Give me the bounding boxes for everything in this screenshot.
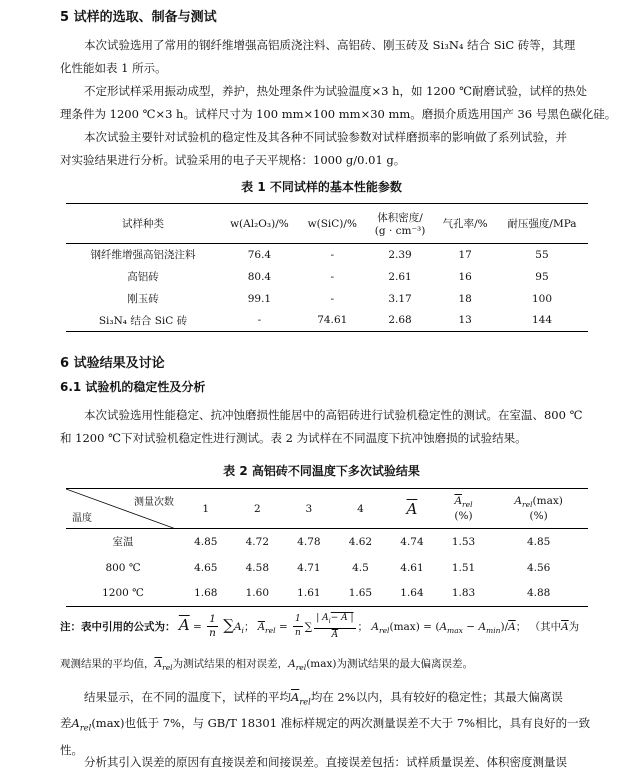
subscript-i: i [241,626,244,635]
table-cell: 74.61 [299,310,366,332]
symbol-max: (max) [306,658,337,670]
subscript-max: max [447,626,463,635]
table-1-caption: 表 1 不同试样的基本性能参数 [241,180,402,194]
text-span: 差 [60,716,72,731]
table-cell: 4.85 [526,535,551,548]
table-cell: 钢纤维增强高铝浇注料 [90,249,196,262]
note-suffix-2: 为 [568,620,580,633]
table-cell: 4.61 [400,561,424,574]
table-cell: 刚玉砖 [127,293,159,305]
table-row [66,529,588,555]
note-text: 观测结果的平均值， [60,658,155,670]
table-cell: 18 [458,292,472,305]
abs-a: | A [316,613,329,623]
text-line: 性。 [60,742,83,757]
symbol-max: (max) [532,495,563,508]
symbol-a: A [439,620,448,633]
table-cell: 4.85 [194,535,218,548]
table-cell: 4.74 [400,535,424,548]
table-header-cell: 1 [180,489,232,529]
denominator: n [209,627,216,640]
abs-mean: − A | [330,613,354,623]
table-row [66,266,588,288]
text-line: 对实验结果进行分析。试验采用的电子天平规格：1000 g/0.01 g。 [60,153,406,167]
table-cell: 4.71 [297,561,321,574]
minus-sign: − [466,620,476,633]
table-2-note [60,612,600,642]
table-cell: 100 [531,292,552,305]
table-cell: 1.83 [438,581,490,607]
table-header-cell: 试样种类 [66,204,220,244]
text-line: 本次试验主要针对试验机的稳定性及其各种不同试验参数对试样磨损率的影响做了系列试验，并 [84,130,567,144]
symbol-a: A [514,495,523,508]
conclusion-paragraph [60,686,591,761]
text-span: 均在 2%以内，具有较好的稳定性；其最大偏离误 [310,690,563,704]
subscript-min: min [486,626,501,635]
symbol-sub: rel [265,626,276,635]
table-cell: 高铝砖 [127,271,159,283]
symbol-sub: rel [462,500,473,510]
numerator [314,612,355,629]
text-line: 理条件为 1200 ℃×3 h。试样尺寸为 100 mm×100 mm×30 mm。磨损介质选用国产 36 号黑色碳化硅。 [60,107,617,121]
symbol-a: A [478,620,487,633]
table-cell: 76.4 [247,248,272,261]
separator: ； [243,620,255,633]
denominator: A [331,629,339,640]
table-header-cell: w(SiC)/% [299,204,366,244]
table-cell: 80.4 [247,270,272,283]
symbol-a: $\overline{A}$ [257,621,266,633]
mean-symbol: $\overline{A}$ [406,499,418,518]
table-cell: 1.65 [335,581,387,607]
corner-top-label: 测量次数 [134,497,174,508]
section-5-paragraph-1 [60,34,585,80]
fraction [293,613,303,640]
table-cell: 2.61 [388,270,412,283]
table-cell: 4.88 [489,581,588,607]
table-row [66,288,588,310]
table-cell: 4.56 [526,561,551,574]
table-row [66,581,588,607]
note-suffix: （其中 [529,620,562,633]
text-line: 化性能如表 1 所示。 [60,61,167,75]
sigma-symbol: ∑ [223,615,234,634]
table-2 [66,488,588,607]
equals-sign: = [423,620,432,633]
symbol-a: A [288,658,296,670]
denominator: n [295,628,301,639]
section-6-title: 6 试验结果及讨论 [60,356,165,371]
numerator: 1 [209,613,216,626]
table-cell: 2.39 [388,248,412,261]
corner-bottom-label: 温度 [72,513,92,524]
numerator: 1 [293,613,303,627]
text-line [60,712,591,738]
symbol-a: A [371,620,379,633]
table-cell: - [330,270,335,283]
symbol-sub: rel [295,663,307,673]
equals-sign: = [278,620,288,633]
symbol-max: (max) [91,716,125,731]
table-cell: Si₃N₄ 结合 SiC 砖 [66,310,220,332]
table-header-cell: 4 [335,489,387,529]
table-cell: 4.78 [297,535,321,548]
table-cell: 2.68 [366,310,435,332]
equals-sign: = [193,620,202,633]
table-header-cell: w(Al₂O₃)/% [220,204,299,244]
table-header-cell: 气孔率/% [434,204,496,244]
table-cell: 17 [458,248,472,261]
symbol-sub: rel [522,500,533,510]
table-header-cell [386,489,438,529]
table-cell: 95 [535,270,549,283]
table-cell: 1.51 [451,561,476,574]
note-text: 为测试结果的最大偏离误差。 [336,658,474,670]
table-header-cell: 耐压强度/MPa [496,204,588,244]
header-line: 体积密度/ [377,212,423,224]
text-line: 本次试验选用性能稳定、抗冲蚀磨损性能居中的高铝砖进行试验机稳定性的测试。在室温、800 ℃ [84,408,583,422]
table-cell: 1.53 [451,535,476,548]
symbol-a: $\overline{A}$ [291,690,300,704]
symbol-max: (max) [389,620,420,633]
unit-label: (%) [454,509,473,522]
table-1 [66,203,588,332]
fraction [207,613,218,640]
symbol-a: $\overline{A}$ [454,495,463,508]
subscript-i: i [328,616,331,625]
symbol-sub: rel [378,626,390,635]
fraction [314,612,355,642]
table-2-caption: 表 2 高铝砖不同温度下多次试验结果 [223,464,420,478]
table-cell: 800 ℃ [105,561,141,574]
separator: ； [357,620,369,633]
text-span: 也低于 7%，与 GB/T 18301 准标样规定的两次测量误差不大于 7%相比，具有良好的一致 [124,716,591,731]
text-line: 分析其引入误差的原因有直接误差和间接误差。直接误差包括：试样质量误差、体积密度测量误 [84,755,567,769]
symbol-a: A [71,716,80,731]
table-cell: 1.68 [180,581,232,607]
symbol-sub: rel [162,663,173,673]
text-line: 不定形试样采用振动成型，养护，热处理条件为试验温度×3 h，如 1200 ℃耐磨试验，试样的热处 [84,84,587,98]
mean-symbol: $\overline{A}$ [561,620,569,633]
table-header-cell [489,489,588,529]
section-6-1-title: 6.1 试验机的稳定性及分析 [60,380,206,394]
mean-symbol: $\overline{A}$ [508,620,516,633]
sigma-symbol: ∑ [304,620,313,633]
table-cell: 55 [535,248,549,261]
table-header-cell: 3 [283,489,335,529]
table-cell: - [330,292,335,305]
text-line: 和 1200 ℃下对试验机稳定性进行测试。表 2 为试样在不同温度下抗冲蚀磨损的试验结果。 [60,431,527,445]
symbol-a: $\overline{A}$ [154,658,163,670]
text-line: 本次试验选用了常用的钢纤维增强高铝质浇注料、高铝砖、刚玉砖及 Si₃N₄ 结合 SiC 砖等，其理 [84,38,576,52]
table-row [66,555,588,581]
table-cell: 1200 ℃ [66,581,180,607]
table-cell: 144 [496,310,588,332]
table-row [66,244,588,266]
table-cell: - [220,310,299,332]
table-cell: 1.64 [386,581,438,607]
table-cell: 4.65 [194,561,218,574]
text-line [60,686,585,712]
table-cell: 1.60 [232,581,284,607]
symbol-sub: rel [79,722,92,733]
table-header-cell [438,489,490,529]
section-6-paragraph-1 [60,404,585,450]
table-row [66,310,588,332]
symbol-sub: rel [299,696,311,707]
table-cell: - [330,248,335,261]
diagonal-header-cell [66,489,180,529]
note-text: 为测试结果的相对误差， [172,658,289,670]
table-cell: 99.1 [247,292,272,305]
unit-label: (%) [529,509,548,522]
table-header-cell [366,204,435,244]
header-line: (g · cm⁻³) [374,225,426,237]
table-cell: 室温 [112,536,134,549]
formula-mean-symbol: $\overline{A}$ [178,615,190,634]
table-header-cell: 2 [232,489,284,529]
table-cell: 16 [458,270,472,283]
note-prefix: 注：表中引用的公式为： [60,620,176,633]
table-cell: 13 [434,310,496,332]
paren-close: ) [500,620,505,633]
table-cell: 4.72 [245,535,270,548]
symbol-a: A [233,620,242,633]
table-cell: 4.62 [348,535,373,548]
analysis-paragraph [60,752,585,772]
table-2-note-line-2 [60,656,473,672]
section-5-title: 5 试样的选取、制备与测试 [60,10,217,25]
table-cell: 1.61 [283,581,335,607]
separator: ； [515,620,527,633]
table-cell: 4.5 [352,561,369,574]
text-span: 结果显示，在不同的温度下，试样的平均 [84,690,291,704]
section-5-paragraph-3 [60,126,585,172]
table-cell: 3.17 [388,292,412,305]
paren-open: ( [435,620,440,633]
section-5-paragraph-2 [60,80,617,126]
table-cell: 4.58 [245,561,270,574]
slash: / [504,620,509,633]
